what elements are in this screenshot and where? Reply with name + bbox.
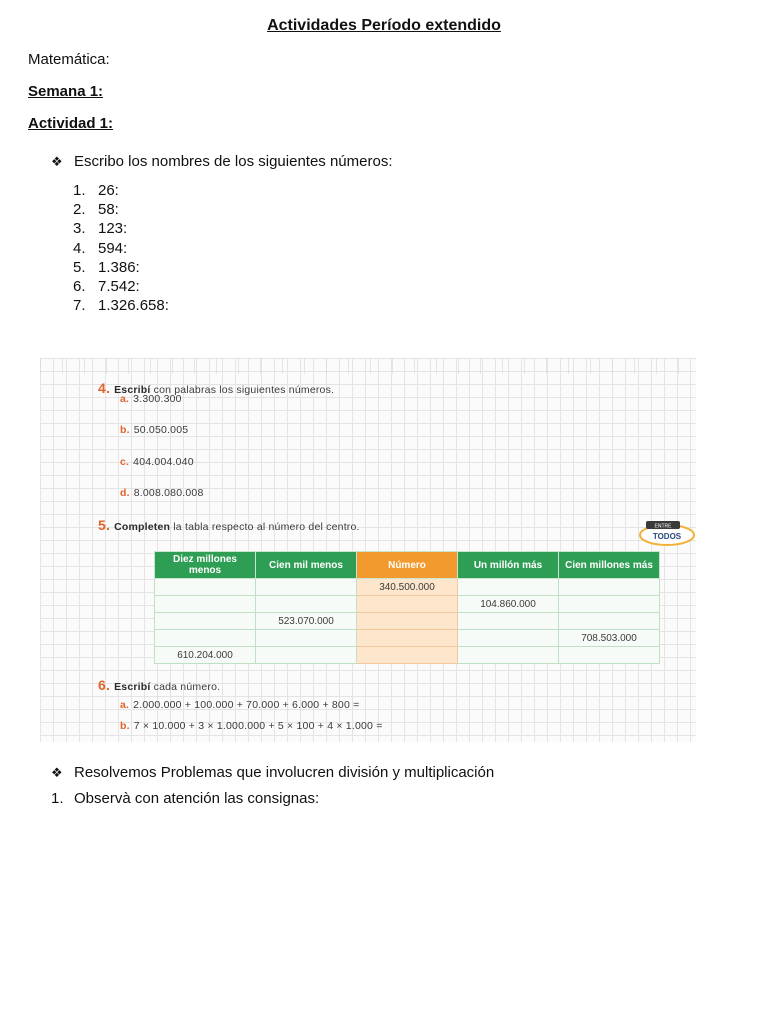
consignas-text: Observà con atención las consignas:	[74, 790, 320, 807]
numbers-list	[73, 181, 169, 315]
entre-todos-badge	[634, 519, 696, 547]
list-item: 5. 1.386:	[73, 258, 140, 276]
instruction-bullet	[51, 153, 393, 170]
table-row: 340.500.000	[155, 579, 660, 596]
list-item: 1. 26:	[73, 182, 119, 199]
problems-text: Resolvemos Problemas que involucren división y multiplicación	[74, 764, 495, 781]
svg-text:TODOS: TODOS	[652, 532, 682, 541]
question-4-item: c. 404.004.040	[120, 456, 194, 468]
worksheet-image	[40, 358, 696, 742]
number-table	[154, 551, 660, 664]
subject-label: Matemática:	[28, 51, 110, 68]
svg-text:ENTRE: ENTRE	[654, 523, 672, 530]
question-6-header: 6. Escribí cada número.	[98, 677, 221, 693]
diamond-bullet-icon: ❖	[51, 153, 63, 169]
list-item: 4. 594:	[73, 239, 128, 257]
question-6-item: b. 7 × 10.000 + 3 × 1.000.000 + 5 × 100 + 4 × 1.000 =	[120, 720, 383, 732]
list-item: 2. 58:	[73, 201, 119, 219]
table-header: Cien millones más	[559, 552, 660, 579]
instruction-text: Escribo los nombres de los siguientes números:	[74, 153, 393, 170]
activity-heading: Actividad 1:	[28, 115, 114, 132]
list-item: 6. 7.542:	[73, 277, 140, 295]
grid-strip	[40, 358, 696, 374]
question-4-item: d. 8.008.080.008	[120, 487, 204, 499]
question-4-header: 4. Escribí con palabras los siguientes números.	[98, 380, 335, 396]
diamond-bullet-icon: ❖	[51, 764, 63, 780]
list-item: 1. Observà con atención las consignas:	[51, 790, 320, 807]
question-4-item: b. 50.050.005	[120, 424, 189, 436]
week-heading: Semana 1:	[28, 83, 104, 100]
document-title: Actividades Período extendido	[267, 17, 501, 34]
question-5-header: 5. Completen la tabla respecto al número del centro.	[98, 517, 360, 533]
question-6-item: a. 2.000.000 + 100.000 + 70.000 + 6.000 + 800 =	[120, 699, 360, 711]
table-header: Un millón más	[458, 552, 559, 579]
table-header: Diez millones menos	[155, 552, 256, 579]
question-4-item: a. 3.300.300	[120, 393, 182, 405]
list-item: 7. 1.326.658:	[73, 297, 169, 315]
table-row: 708.503.000	[155, 630, 660, 647]
table-row: 610.204.000	[155, 647, 660, 664]
problems-bullet	[51, 764, 494, 781]
table-header: Número	[357, 552, 458, 579]
table-row: 104.860.000	[155, 596, 660, 613]
table-header: Cien mil menos	[256, 552, 357, 579]
table-row: 523.070.000	[155, 613, 660, 630]
list-item: 3. 123:	[73, 220, 128, 238]
